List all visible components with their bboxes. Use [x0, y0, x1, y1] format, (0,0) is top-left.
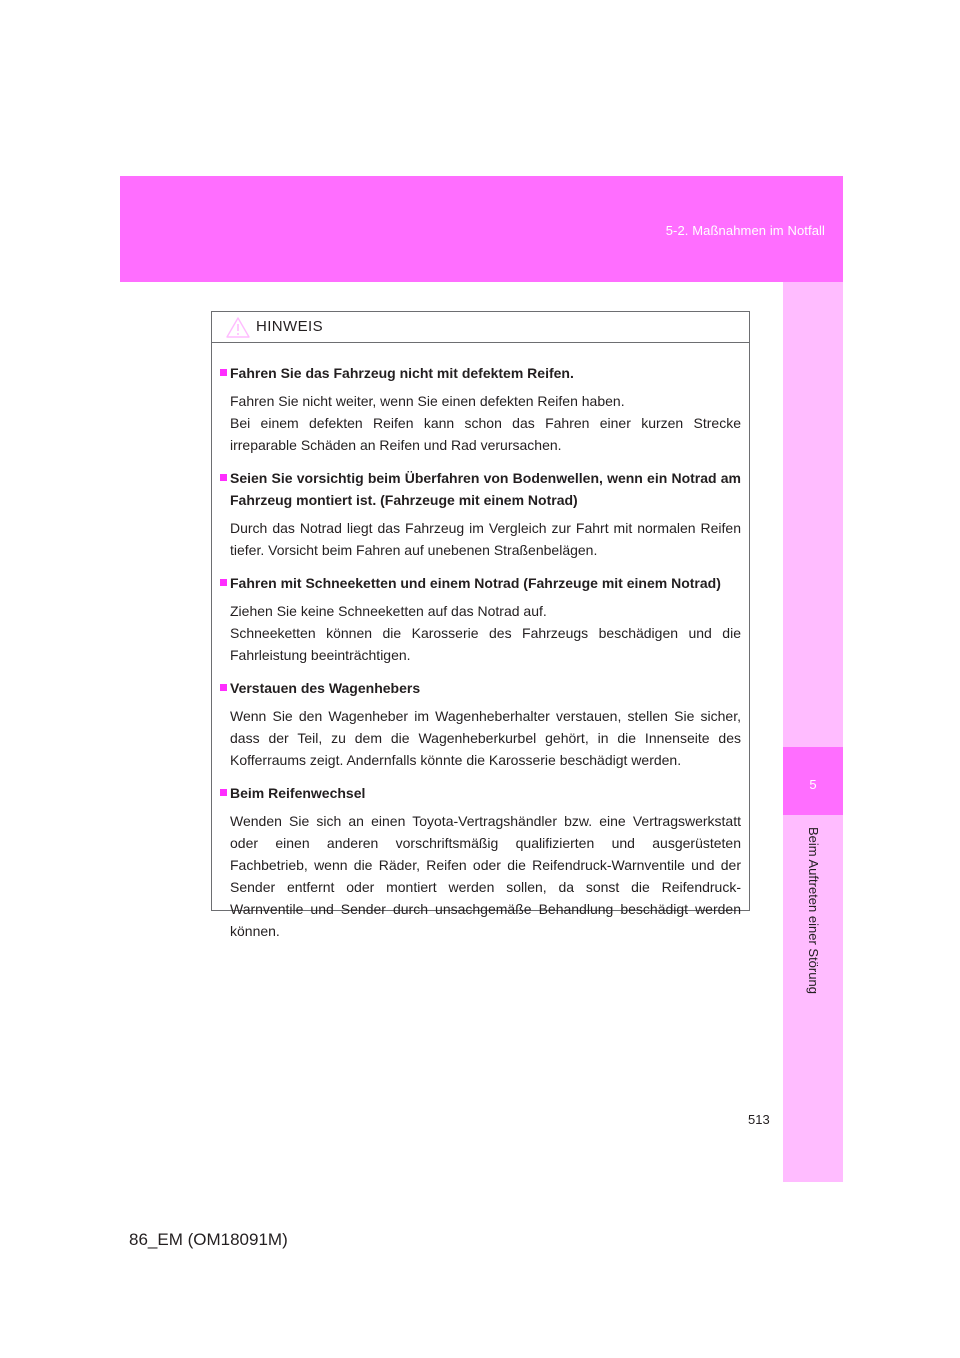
notice-item-text — [220, 705, 741, 771]
notice-header — [212, 312, 749, 343]
document-code: 86_EM (OM18091M) — [129, 1230, 288, 1249]
notice-item-paragraph: Ziehen Sie keine Schneeketten auf das Notrad auf. — [230, 603, 547, 619]
notice-item-title — [220, 467, 741, 511]
square-bullet-icon — [220, 789, 227, 796]
notice-item — [220, 467, 741, 561]
notice-item-text — [220, 517, 741, 561]
notice-box — [211, 311, 750, 939]
notice-title: HINWEIS — [256, 318, 323, 335]
notice-item-title — [220, 677, 741, 699]
notice-item-text — [220, 390, 741, 456]
page-number: 513 — [748, 1112, 770, 1127]
notice-item-title — [220, 782, 741, 804]
square-bullet-icon — [220, 684, 227, 691]
notice-item-text — [220, 810, 741, 942]
notice-item-title-text: Fahren mit Schneeketten und einem Notrad (Fahrzeuge mit einem Notrad) — [230, 575, 721, 591]
notice-item — [220, 782, 741, 942]
notice-item-text — [220, 600, 741, 666]
notice-item-title — [220, 362, 741, 384]
warning-triangle-icon — [226, 317, 250, 338]
notice-item-title-text: Verstauen des Wagenhebers — [230, 680, 421, 696]
notice-item-paragraph: Wenden Sie sich an einen Toyota-Vertragshändler bzw. eine Vertragswerkstatt oder einen anderen vorschriftsmäßig qualifizierten und ausgerüsteten Fachbetrieb, wenn die Räder, Reifen oder die Reifendruck-Warnventile und der Sender entfernt oder montiert werden sollen, da sonst die Reifendruck-Warnventile und Sender durch unsachgemäße Behandlung beschädigt werden können. — [230, 813, 741, 939]
notice-item-paragraph: Bei einem defekten Reifen kann schon das Fahren einer kurzen Strecke irreparable Schäden an Reifen und Rad verursachen. — [230, 415, 741, 453]
square-bullet-icon — [220, 579, 227, 586]
notice-body — [212, 343, 749, 942]
notice-item — [220, 572, 741, 666]
chapter-label-wrap — [795, 827, 831, 1007]
notice-item-paragraph: Fahren Sie nicht weiter, wenn Sie einen defekten Reifen haben. — [230, 393, 625, 409]
notice-item-paragraph: Schneeketten können die Karosserie des Fahrzeugs beschädigen und die Fahrleistung beeinträchtigen. — [230, 625, 741, 663]
chapter-number-block — [783, 747, 843, 815]
notice-item-title-text: Seien Sie vorsichtig beim Überfahren von Bodenwellen, wenn ein Notrad am Fahrzeug montiert ist. (Fahrzeuge mit einem Notrad) — [230, 470, 741, 508]
notice-item-paragraph: Durch das Notrad liegt das Fahrzeug im Vergleich zur Fahrt mit normalen Reifen tiefer. Vorsicht beim Fahren auf unebenen Straßenbelägen. — [230, 520, 741, 558]
section-title: 5-2. Maßnahmen im Notfall — [665, 223, 825, 238]
chapter-label: Beim Auftreten einer Störung — [806, 827, 821, 994]
header-band — [120, 176, 843, 282]
notice-item-title-text: Beim Reifenwechsel — [230, 785, 366, 801]
notice-item — [220, 362, 741, 456]
chapter-side-tab — [783, 282, 843, 1182]
square-bullet-icon — [220, 369, 227, 376]
notice-item — [220, 677, 741, 771]
notice-item-title-text: Fahren Sie das Fahrzeug nicht mit defektem Reifen. — [230, 365, 574, 381]
notice-item-paragraph: Wenn Sie den Wagenheber im Wagenheberhalter verstauen, stellen Sie sicher, dass der Teil, zu dem die Wagenheberkurbel gehört, in die Innenseite des Kofferraums zeigt. Andernfalls könnte die Karosserie beschädigt werden. — [230, 708, 741, 768]
square-bullet-icon — [220, 474, 227, 481]
notice-item-title — [220, 572, 741, 594]
chapter-number: 5 — [809, 777, 817, 792]
